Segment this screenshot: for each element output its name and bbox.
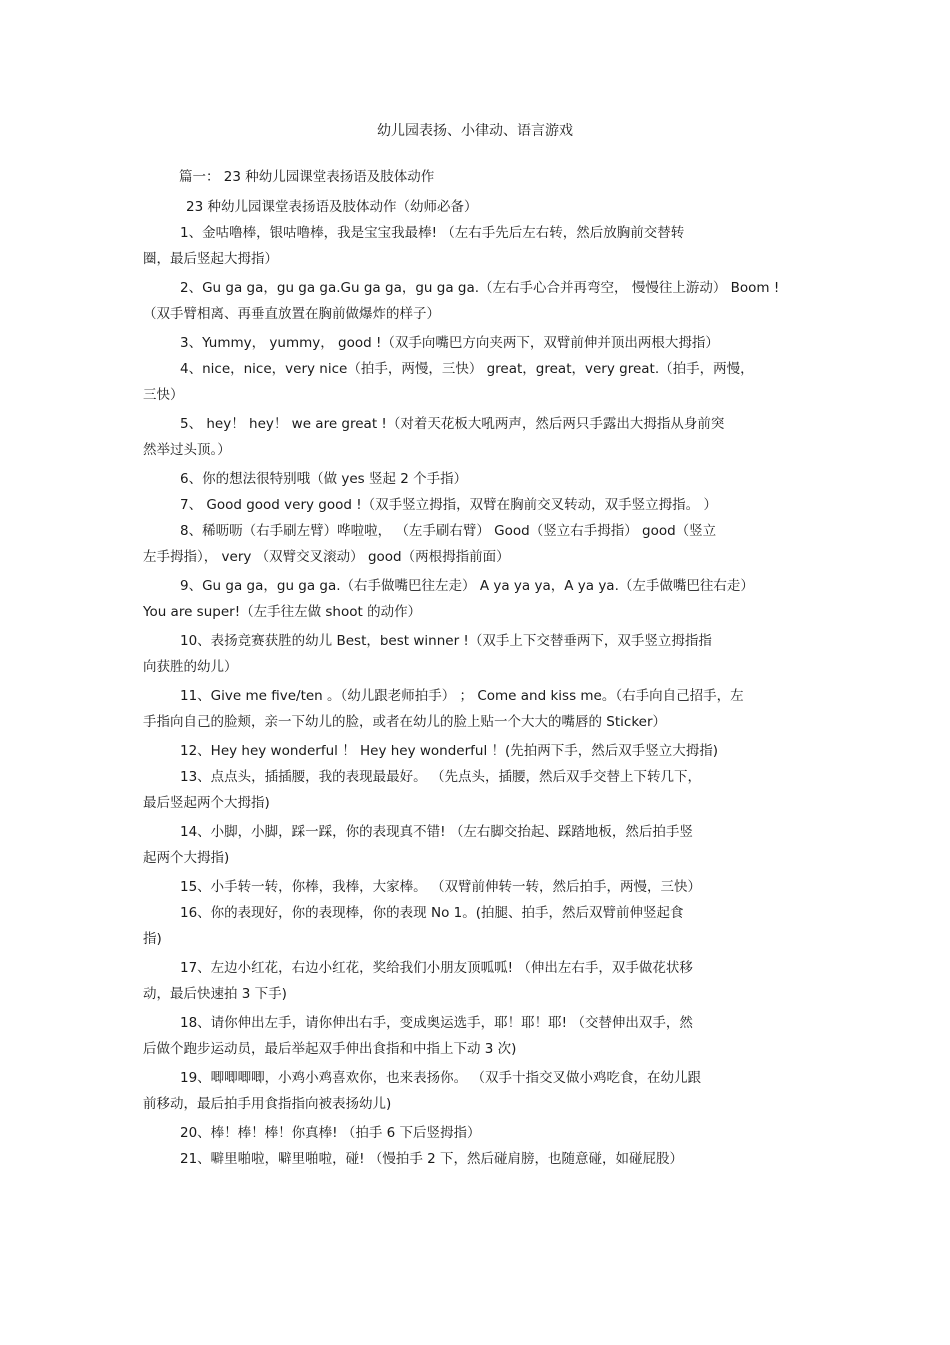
item-line: 18、请你伸出左手，请你伸出右手，变成奥运选手，耶！耶！耶! （交替伸出双手，然: [180, 1015, 693, 1031]
document-title: 幼儿园表扬、小律动、语言游戏: [377, 123, 573, 139]
item-line: 21、噼里啪啦，噼里啪啦，碰! （慢拍手 2 下，然后碰肩膀，也随意碰，如碰屁股）: [180, 1151, 684, 1167]
item-line: 17、左边小红花，右边小红花，奖给我们小朋友顶呱呱! （伸出左右手，双手做花状移: [180, 960, 693, 976]
item-line: 15、小手转一转，你棒，我棒，大家棒。 （双臂前伸转一转，然后拍手，两慢，三快）: [180, 879, 701, 895]
item-line-continued: 最后竖起两个大拇指): [143, 795, 270, 811]
list-item: [143, 330, 807, 356]
list-item: [143, 955, 807, 1010]
item-line: 10、表扬竞赛获胜的幼儿 Best，best winner !（双手上下交替垂两下，双手竖立拇指指: [180, 633, 712, 649]
list-item: [143, 819, 807, 874]
list-item: [143, 573, 807, 628]
item-line-continued: 动，最后快速拍 3 下手): [143, 986, 287, 1002]
list-item: [143, 466, 807, 492]
list-item: [143, 1065, 807, 1120]
item-line-continued: （双手臂相离、再垂直放置在胸前做爆炸的样子）: [143, 306, 440, 322]
list-item: [143, 900, 807, 955]
item-line: 14、小脚，小脚，踩一踩，你的表现真不错! （左右脚交抬起、踩踏地板，然后拍手竖: [180, 824, 693, 840]
item-line: 2、Gu ga ga，gu ga ga.Gu ga ga，gu ga ga.（左右手心合并再弯空， 慢慢往上游动） Boom !: [180, 280, 780, 296]
item-line: 9、Gu ga ga，gu ga ga.（右手做嘴巴往左走） A ya ya ya，A ya ya.（左手做嘴巴往右走）: [180, 578, 754, 594]
item-line: 7、 Good good very good !（双手竖立拇指，双臂在胸前交叉转动，双手竖立拇指。 ）: [180, 497, 717, 513]
item-line: 5、 hey！ hey！ we are great !（对着天花板大吼两声，然后两只手露出大拇指从身前突: [180, 416, 725, 432]
list-item: [143, 764, 807, 819]
list-item: [143, 874, 807, 900]
item-line-continued: You are super!（左手往左做 shoot 的动作）: [143, 604, 422, 620]
item-line: 13、点点头，插插腰，我的表现最最好。 （先点头，插腰，然后双手交替上下转几下，: [180, 769, 701, 785]
item-line: 16、你的表现好，你的表现棒，你的表现 No 1。(拍腿、拍手，然后双臂前伸竖起食: [180, 905, 684, 921]
item-line-continued: 左手拇指）， very （双臂交叉滚动） good（两根拇指前面）: [143, 549, 510, 565]
item-line-continued: 圈，最后竖起大拇指）: [143, 251, 278, 267]
item-line-continued: 后做个跑步运动员，最后举起双手伸出食指和中指上下动 3 次): [143, 1041, 517, 1057]
list-item: [143, 220, 807, 275]
subtitle: 23 种幼儿园课堂表扬语及肢体动作（幼师必备）: [186, 199, 478, 215]
item-line-continued: 前移动，最后拍手用食指指向被表扬幼儿): [143, 1096, 392, 1112]
item-line-continued: 起两个大拇指): [143, 850, 230, 866]
document-body: [143, 164, 807, 1172]
item-line-continued: 手指向自己的脸颊，亲一下幼儿的脸，或者在幼儿的脸上贴一个大大的嘴唇的 Sticker）: [143, 714, 667, 730]
list-item: [143, 275, 807, 330]
item-line: 19、唧唧唧唧，小鸡小鸡喜欢你，也来表扬你。 （双手十指交叉做小鸡吃食，在幼儿跟: [180, 1070, 701, 1086]
list-item: [143, 1120, 807, 1146]
item-line-continued: 向获胜的幼儿）: [143, 659, 238, 675]
item-line-continued: 然举过头顶。）: [143, 442, 231, 458]
list-item: [143, 1146, 807, 1172]
item-line: 3、Yummy， yummy， good !（双手向嘴巴方向夹两下，双臂前伸并顶出两根大拇指）: [180, 335, 719, 351]
list-item: [143, 738, 807, 764]
item-line: 6、你的想法很特别哦（做 yes 竖起 2 个手指）: [180, 471, 468, 487]
item-line: 12、Hey hey wonderful ！ Hey hey wonderful ！(先拍两下手，然后双手竖立大拇指): [180, 743, 719, 759]
list-item: [143, 411, 807, 466]
item-line: 1、金咕噜棒，银咕噜棒，我是宝宝我最棒! （左右手先后左右转，然后放胸前交替转: [180, 225, 685, 241]
section-heading: 篇一： 23 种幼儿园课堂表扬语及肢体动作: [179, 169, 435, 185]
item-line-continued: 指): [143, 931, 162, 947]
list-item: [143, 518, 807, 573]
list-item: [143, 683, 807, 738]
list-item: [143, 492, 807, 518]
list-item: [143, 356, 807, 411]
item-line: 20、棒！棒！棒！你真棒! （拍手 6 下后竖拇指）: [180, 1125, 481, 1141]
item-line-continued: 三快）: [143, 387, 184, 403]
list-item: [143, 628, 807, 683]
item-list: [143, 220, 807, 1172]
item-line: 11、Give me five/ten 。（幼儿跟老师拍手） ； Come and kiss me。（右手向自己招手，左: [180, 688, 744, 704]
list-item: [143, 1010, 807, 1065]
item-line: 8、稀呖呖（右手刷左臂）哗啦啦， （左手刷右臂） Good（竖立右手拇指） good（竖立: [180, 523, 717, 539]
item-line: 4、nice，nice，very nice（拍手，两慢，三快） great，great，very great.（拍手，两慢，: [180, 361, 754, 377]
